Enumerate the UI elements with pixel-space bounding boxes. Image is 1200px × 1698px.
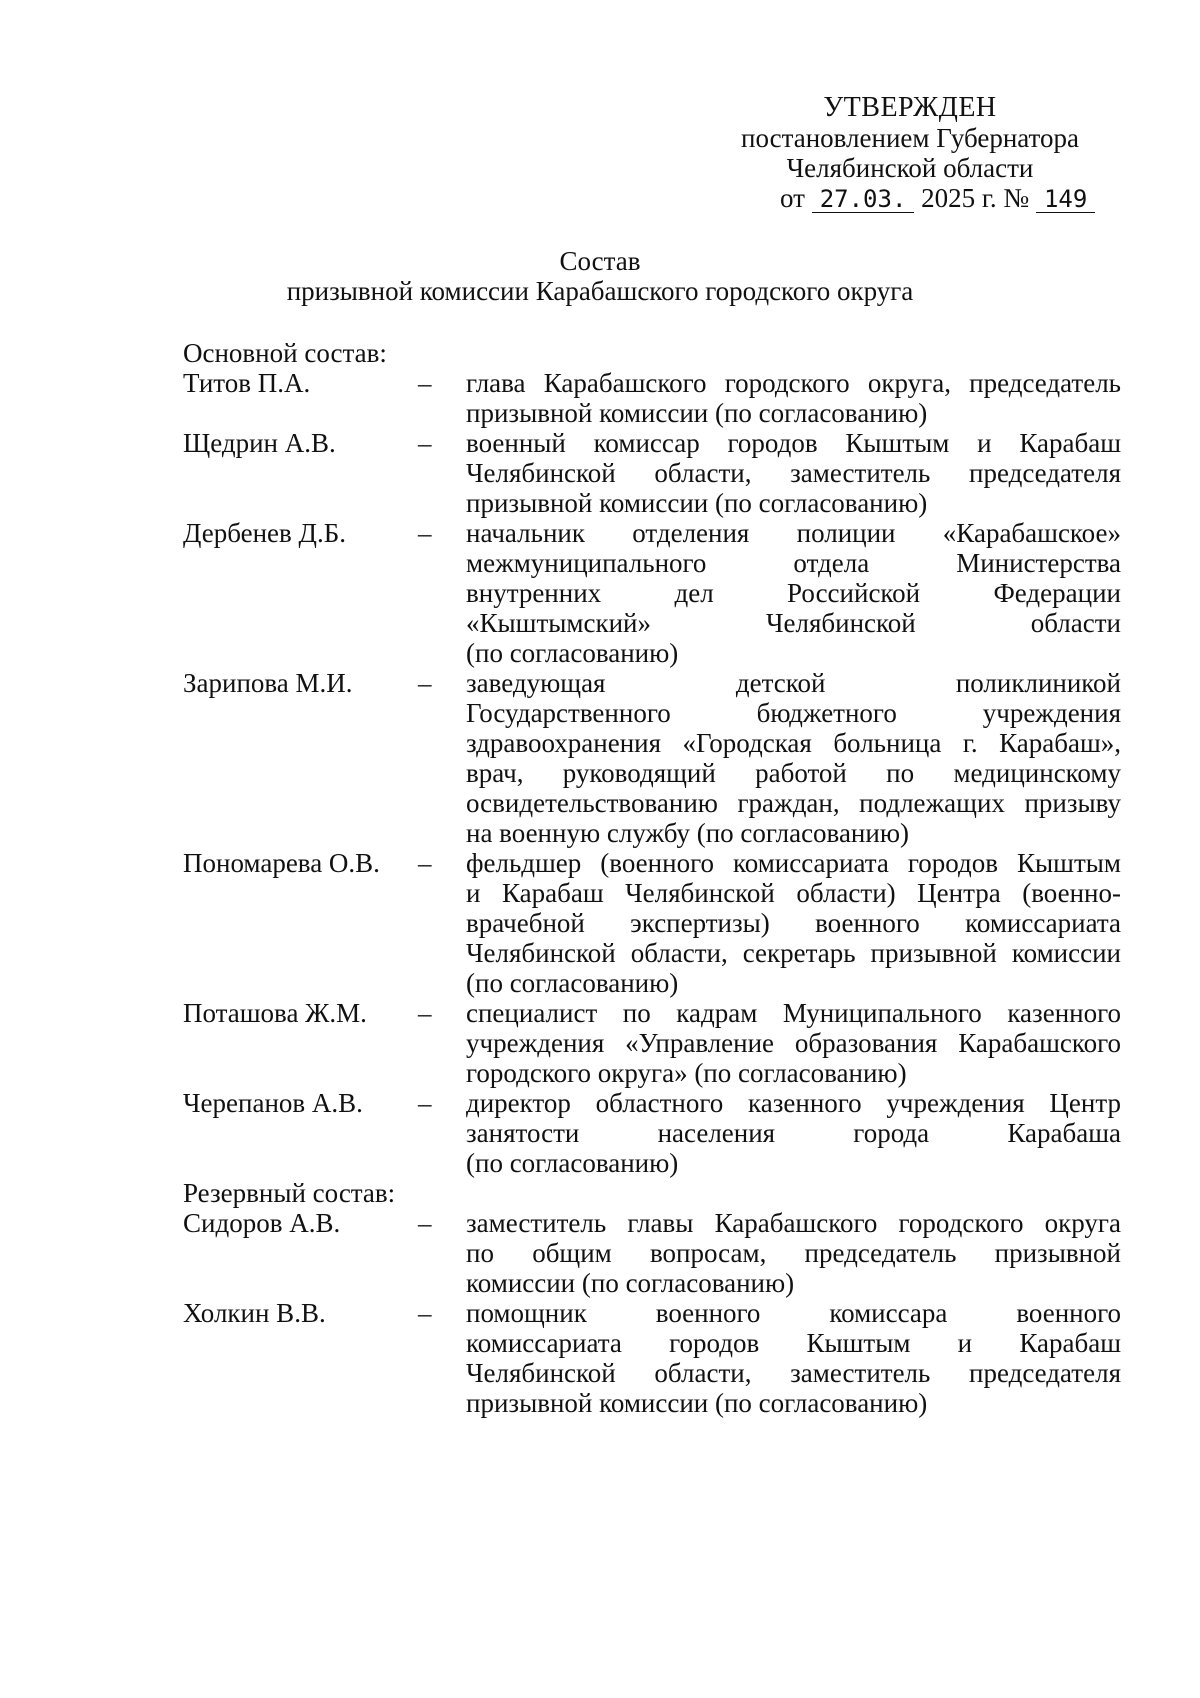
member-position-line: специалист по кадрам Муниципального казенного <box>466 998 1121 1028</box>
member-position-line: военный комиссар городов Кыштым и Карабаш <box>466 428 1121 458</box>
member-dash: – <box>418 848 432 878</box>
member-position-line: глава Карабашского городского округа, председатель <box>466 368 1121 398</box>
member-position-line: врач, руководящий работой по медицинскому <box>466 758 1121 788</box>
member-row <box>183 1088 1121 1178</box>
member-position-line: заместитель главы Карабашского городского округа <box>466 1208 1121 1238</box>
member-position-line: освидетельствованию граждан, подлежащих призыву <box>466 788 1121 818</box>
member-name: Холкин В.В. <box>183 1298 326 1328</box>
member-position <box>466 1298 1121 1418</box>
member-position-line: по общим вопросам, председатель призывной <box>466 1238 1121 1268</box>
member-dash: – <box>418 518 432 548</box>
member-name: Титов П.А. <box>183 368 311 398</box>
main-section-label: Основной состав: <box>183 338 387 368</box>
member-position <box>466 1088 1121 1178</box>
member-name: Сидоров А.В. <box>183 1208 341 1238</box>
member-position-line: «Кыштымский» Челябинской области <box>466 608 1121 638</box>
member-position-line: помощник военного комиссара военного <box>466 1298 1121 1328</box>
member-dash: – <box>418 668 432 698</box>
members-list <box>183 338 1121 1418</box>
member-position-line: Челябинской области, секретарь призывной комиссии <box>466 938 1121 968</box>
member-position-line: здравоохранения «Городская больница г. Карабаш», <box>466 728 1121 758</box>
member-row <box>183 998 1121 1088</box>
member-position-line: начальник отделения полиции «Карабашское» <box>466 518 1121 548</box>
approval-stamp: УТВЕРЖДЕН <box>823 92 997 123</box>
member-position <box>466 428 1121 518</box>
member-name: Щедрин А.В. <box>183 428 336 458</box>
member-position <box>466 518 1121 668</box>
member-name: Дербенев Д.Б. <box>183 518 346 548</box>
member-position-line: призывной комиссии (по согласованию) <box>466 1388 928 1418</box>
member-position-line: Челябинской области, заместитель председателя <box>466 1358 1121 1388</box>
member-position <box>466 848 1121 998</box>
member-name: Пономарева О.В. <box>183 848 380 878</box>
member-position-line: (по согласованию) <box>466 1148 679 1178</box>
approval-year: 2025 г. № <box>921 183 1030 213</box>
member-dash: – <box>418 368 432 398</box>
member-position-line: на военную службу (по согласованию) <box>466 818 909 848</box>
reserve-members <box>183 1208 1121 1418</box>
member-position-line: (по согласованию) <box>466 638 679 668</box>
member-dash: – <box>418 1088 432 1118</box>
member-row <box>183 368 1121 428</box>
reserve-section-label: Резервный состав: <box>183 1178 396 1208</box>
title-line-2: призывной комиссии Карабашского городского округа <box>286 276 914 306</box>
member-row <box>183 848 1121 998</box>
member-position-line: занятости населения города Карабаша <box>466 1118 1121 1148</box>
member-row <box>183 1298 1121 1418</box>
member-position-line: внутренних дел Российской Федерации <box>466 578 1121 608</box>
member-position-line: (по согласованию) <box>466 968 679 998</box>
member-row <box>183 428 1121 518</box>
approval-date: 27.03. <box>812 186 915 213</box>
approval-number: 149 <box>1036 186 1095 213</box>
approval-line-1: постановлением Губернатора <box>741 123 1079 153</box>
member-position-line: врачебной экспертизы) военного комиссариата <box>466 908 1121 938</box>
member-name: Черепанов А.В. <box>183 1088 363 1118</box>
member-position-line: Челябинской области, заместитель председателя <box>466 458 1121 488</box>
document-title <box>0 246 1200 306</box>
member-position-line: директор областного казенного учреждения Центр <box>466 1088 1121 1118</box>
member-position-line: фельдшер (военного комиссариата городов Кыштым <box>466 848 1121 878</box>
member-position-line: учреждения «Управление образования Карабашского <box>466 1028 1121 1058</box>
member-position-line: призывной комиссии (по согласованию) <box>466 398 928 428</box>
member-position <box>466 998 1121 1088</box>
member-position-line: городского округа» (по согласованию) <box>466 1058 907 1088</box>
member-position-line: призывной комиссии (по согласованию) <box>466 488 928 518</box>
approval-dateline <box>680 183 1140 213</box>
member-position-line: и Карабаш Челябинской области) Центра (военно- <box>466 878 1121 908</box>
approval-block <box>680 93 1140 213</box>
member-position-line: Государственного бюджетного учреждения <box>466 698 1121 728</box>
member-dash: – <box>418 428 432 458</box>
approval-prefix: от <box>780 183 805 213</box>
member-position <box>466 668 1121 848</box>
title-line-1: Состав <box>559 246 641 276</box>
approval-line-2: Челябинской области <box>786 153 1034 183</box>
member-position-line: комиссариата городов Кыштым и Карабаш <box>466 1328 1121 1358</box>
member-name: Поташова Ж.М. <box>183 998 367 1028</box>
main-members <box>183 368 1121 1178</box>
member-row <box>183 518 1121 668</box>
member-dash: – <box>418 1298 432 1328</box>
member-position-line: заведующая детской поликлиникой <box>466 668 1121 698</box>
member-position <box>466 1208 1121 1298</box>
member-row <box>183 668 1121 848</box>
member-position-line: комиссии (по согласованию) <box>466 1268 795 1298</box>
member-dash: – <box>418 1208 432 1238</box>
member-position-line: межмуниципального отдела Министерства <box>466 548 1121 578</box>
member-row <box>183 1208 1121 1298</box>
member-name: Зарипова М.И. <box>183 668 353 698</box>
member-dash: – <box>418 998 432 1028</box>
member-position <box>466 368 1121 428</box>
